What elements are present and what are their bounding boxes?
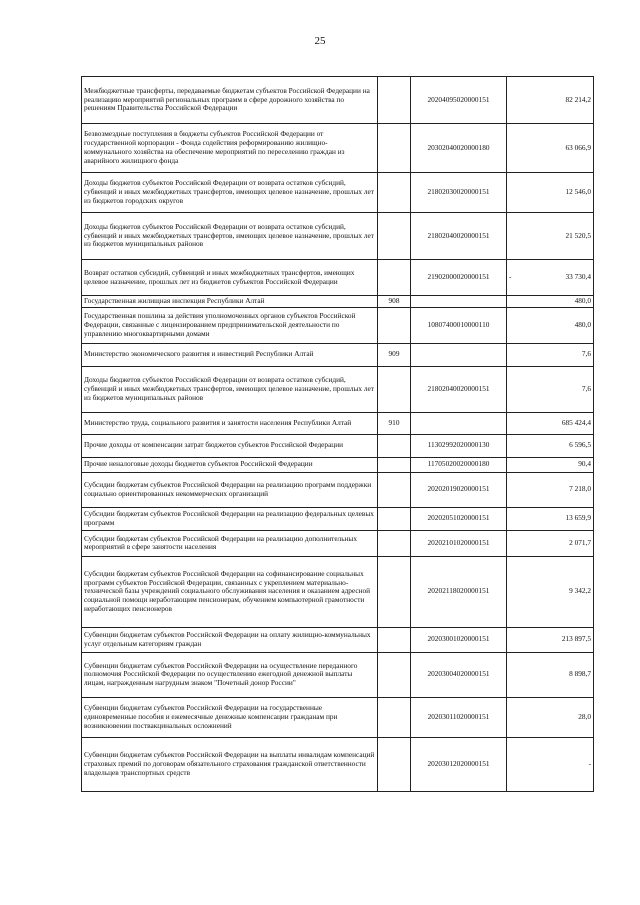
row-amount-cell xyxy=(507,296,594,308)
row-name-cell: Субсидии бюджетам субъектов Российской Федерации на реализацию программ поддержки социально ориентированных некоммерческих организаций xyxy=(82,472,378,507)
row-amount-cell xyxy=(507,343,594,366)
row-admin-code-cell xyxy=(378,434,411,457)
table-row xyxy=(82,260,594,296)
row-amount-cell xyxy=(507,556,594,627)
row-amount-cell xyxy=(507,472,594,507)
row-amount-cell xyxy=(507,507,594,530)
row-amount-cell xyxy=(507,697,594,737)
row-amount-value: - xyxy=(588,758,591,768)
table-row xyxy=(82,124,594,173)
row-amount-value: 6 596,5 xyxy=(569,440,591,450)
row-budget-code-cell: 20302040020000180 xyxy=(411,124,507,173)
row-name-cell: Министерство экономического развития и инвестиций Республики Алтай xyxy=(82,343,378,366)
row-name-cell: Государственная пошлина за действия уполномоченных органов субъектов Российской Федерации, связанные с лицензированием предпринимательской деятельности по управлению многоквартирными домами xyxy=(82,307,378,343)
row-admin-code-cell xyxy=(378,556,411,627)
row-budget-code-cell: 21802040020000151 xyxy=(411,366,507,412)
row-budget-code-cell: 10807400010000110 xyxy=(411,307,507,343)
row-admin-code-cell xyxy=(378,507,411,530)
table-row xyxy=(82,296,594,308)
row-amount-value: 63 066,9 xyxy=(565,142,591,152)
table-row xyxy=(82,530,594,556)
row-amount-value: 7,6 xyxy=(581,383,591,393)
table-row xyxy=(82,434,594,457)
row-budget-code-cell: 20203001020000151 xyxy=(411,627,507,652)
table-row xyxy=(82,697,594,737)
row-admin-code-cell xyxy=(378,307,411,343)
row-name-cell: Возврат остатков субсидий, субвенций и иных межбюджетных трансфертов, имеющих целевое назначение, прошлых лет из бюджетов субъектов Российской Федерации xyxy=(82,260,378,296)
row-amount-cell xyxy=(507,173,594,213)
table-row xyxy=(82,307,594,343)
row-name-cell: Субсидии бюджетам субъектов Российской Федерации на реализацию дополнительных мероприятий в сфере занятости населения xyxy=(82,530,378,556)
row-amount-cell xyxy=(507,412,594,434)
row-amount-value: 7,6 xyxy=(581,349,591,359)
row-amount-value: 480,0 xyxy=(574,296,591,305)
row-admin-code-cell xyxy=(378,652,411,697)
row-admin-code-cell xyxy=(378,697,411,737)
row-admin-code-cell xyxy=(378,213,411,260)
row-name-cell: Доходы бюджетов субъектов Российской Федерации от возврата остатков субсидий, субвенций и иных межбюджетных трансфертов, имеющих целевое назначение, прошлых лет из бюджетов муниципальных районов xyxy=(82,366,378,412)
row-amount-cell xyxy=(507,307,594,343)
row-amount-value: 8 898,7 xyxy=(569,669,591,679)
row-amount-cell xyxy=(507,366,594,412)
row-name-cell: Субвенции бюджетам субъектов Российской Федерации на осуществление переданного полномочия Российской Федерации по осуществлению ежегодной денежной выплаты лицам, награжденным нагрудным знаком "Почетный донор России" xyxy=(82,652,378,697)
row-budget-code-cell: 20203012020000151 xyxy=(411,737,507,791)
row-name-cell: Субвенции бюджетам субъектов Российской Федерации на государственные единовременные пособия и ежемесячные денежные компенсации гражданам при возникновении поствакцинальных осложнений xyxy=(82,697,378,737)
row-admin-code-cell xyxy=(378,260,411,296)
row-amount-value: 21 520,5 xyxy=(565,230,591,240)
row-budget-code-cell: 20202118020000151 xyxy=(411,556,507,627)
row-budget-code-cell xyxy=(411,296,507,308)
row-amount-value: 13 659,9 xyxy=(565,513,591,523)
budget-revenue-table xyxy=(81,76,594,792)
row-admin-code-cell xyxy=(378,77,411,124)
row-admin-code-cell xyxy=(378,124,411,173)
row-amount-value: 33 730,4 xyxy=(565,272,591,282)
row-amount-value: 213 897,5 xyxy=(561,634,591,644)
row-amount-cell xyxy=(507,434,594,457)
row-budget-code-cell: 20202101020000151 xyxy=(411,530,507,556)
row-admin-code-cell: 909 xyxy=(378,343,411,366)
table-row xyxy=(82,173,594,213)
row-amount-value: 28,0 xyxy=(578,711,591,721)
row-amount-value: 12 546,0 xyxy=(565,187,591,197)
row-budget-code-cell: 21802030020000151 xyxy=(411,173,507,213)
row-amount-value: 9 342,2 xyxy=(569,586,591,596)
page-number: 25 xyxy=(314,35,326,47)
row-amount-value: 480,0 xyxy=(574,319,591,329)
row-name-cell: Доходы бюджетов субъектов Российской Федерации от возврата остатков субсидий, субвенций и иных межбюджетных трансфертов, имеющих целевое назначение, прошлых лет из бюджетов городских округов xyxy=(82,173,378,213)
row-name-cell: Межбюджетные трансферты, передаваемые бюджетам субъектов Российской Федерации на реализацию мероприятий региональных программ в сфере дорожного хозяйства по решениям Правительства Российской Федерации xyxy=(82,77,378,124)
table-row xyxy=(82,556,594,627)
row-admin-code-cell xyxy=(378,530,411,556)
row-name-cell: Государственная жилищная инспекция Республики Алтай xyxy=(82,296,378,308)
row-amount-cell xyxy=(507,213,594,260)
row-amount-cell xyxy=(507,737,594,791)
table-row xyxy=(82,507,594,530)
row-admin-code-cell xyxy=(378,737,411,791)
table-row xyxy=(82,737,594,791)
row-budget-code-cell: 21902000020000151 xyxy=(411,260,507,296)
table-row xyxy=(82,366,594,412)
table-row xyxy=(82,412,594,434)
table-row xyxy=(82,213,594,260)
table-row xyxy=(82,627,594,652)
row-name-cell: Субсидии бюджетам субъектов Российской Федерации на реализацию федеральных целевых программ xyxy=(82,507,378,530)
table-row xyxy=(82,77,594,124)
row-budget-code-cell: 11705020020000180 xyxy=(411,457,507,472)
row-admin-code-cell xyxy=(378,366,411,412)
row-admin-code-cell xyxy=(378,472,411,507)
row-budget-code-cell: 20202051020000151 xyxy=(411,507,507,530)
row-amount-cell xyxy=(507,77,594,124)
row-amount-value: 7 218,0 xyxy=(569,484,591,494)
row-name-cell: Субвенции бюджетам субъектов Российской Федерации на оплату жилищно-коммунальных услуг отдельным категориям граждан xyxy=(82,627,378,652)
table-row xyxy=(82,343,594,366)
row-amount-cell xyxy=(507,627,594,652)
row-amount-cell xyxy=(507,260,594,296)
table-row xyxy=(82,457,594,472)
row-amount-cell xyxy=(507,530,594,556)
row-budget-code-cell xyxy=(411,412,507,434)
row-budget-code-cell xyxy=(411,343,507,366)
row-name-cell: Прочие неналоговые доходы бюджетов субъектов Российской Федерации xyxy=(82,457,378,472)
row-budget-code-cell: 20204095020000151 xyxy=(411,77,507,124)
row-amount-value: 82 214,2 xyxy=(565,94,591,104)
table-row xyxy=(82,652,594,697)
row-admin-code-cell xyxy=(378,627,411,652)
row-amount-cell xyxy=(507,124,594,173)
row-admin-code-cell: 908 xyxy=(378,296,411,308)
row-admin-code-cell xyxy=(378,457,411,472)
row-amount-value: 2 071,7 xyxy=(569,537,591,547)
row-name-cell: Безвозмездные поступления в бюджеты субъектов Российской Федерации от государственной корпорации - Фонда содействия реформированию жилищно-коммунального хозяйства на обеспечение мероприятий по переселению граждан из аварийного жилищного фонда xyxy=(82,124,378,173)
row-budget-code-cell: 20203004020000151 xyxy=(411,652,507,697)
row-admin-code-cell: 910 xyxy=(378,412,411,434)
row-amount-cell xyxy=(507,457,594,472)
row-budget-code-cell: 11302992020000130 xyxy=(411,434,507,457)
row-budget-code-cell: 20202019020000151 xyxy=(411,472,507,507)
row-name-cell: Прочие доходы от компенсации затрат бюджетов субъектов Российской Федерации xyxy=(82,434,378,457)
row-amount-value: 90,4 xyxy=(578,459,591,469)
row-amount-value: 685 424,4 xyxy=(561,417,591,427)
row-budget-code-cell: 20203011020000151 xyxy=(411,697,507,737)
row-amount-cell xyxy=(507,652,594,697)
row-name-cell: Субсидии бюджетам субъектов Российской Федерации на софинансирование социальных программ субъектов Российской Федерации, связанных с укреплением материально-технической базы учреждений социального обслуживания населения и оказанием адресной социальной помощи неработающим пенсионерам, обучением компьютерной грамотности неработающих пенсионеров xyxy=(82,556,378,627)
row-name-cell: Доходы бюджетов субъектов Российской Федерации от возврата остатков субсидий, субвенций и иных межбюджетных трансфертов, имеющих целевое назначение, прошлых лет из бюджетов муниципальных районов xyxy=(82,213,378,260)
row-admin-code-cell xyxy=(378,173,411,213)
row-budget-code-cell: 21802040020000151 xyxy=(411,213,507,260)
row-amount-sign: - xyxy=(509,272,512,282)
row-name-cell: Министерство труда, социального развития и занятости населения Республики Алтай xyxy=(82,412,378,434)
row-name-cell: Субвенции бюджетам субъектов Российской Федерации на выплаты инвалидам компенсаций страховых премий по договорам обязательного страхования гражданской ответственности владельцев транспортных средств xyxy=(82,737,378,791)
table-row xyxy=(82,472,594,507)
